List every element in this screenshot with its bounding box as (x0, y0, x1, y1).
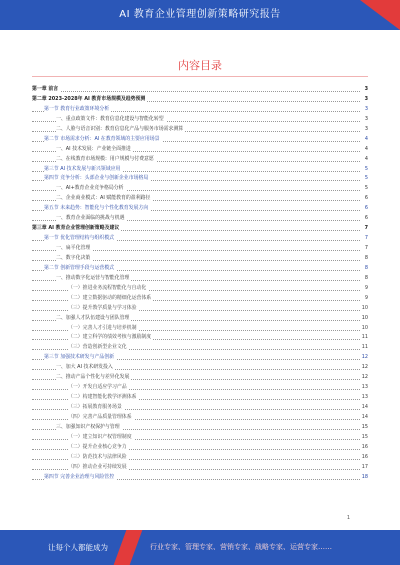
toc-entry-page: 14 (360, 413, 368, 423)
toc-entry-title: 一、推动数字化运营与智能化管理 (56, 274, 130, 281)
toc-entry-title: （三）防范技术与法律风险 (68, 453, 127, 460)
toc-entry-title: 一、加大 AI 技术研发投入 (56, 364, 113, 371)
toc-entry-page: 12 (360, 373, 368, 383)
toc-entry[interactable] (32, 85, 368, 95)
toc-entry-title: （二）提升企业核心竞争力 (68, 443, 127, 450)
toc-entry-page: 6 (363, 194, 368, 204)
toc-entry[interactable] (32, 294, 368, 304)
toc-entry[interactable] (32, 254, 368, 264)
toc-leader-dots (32, 91, 360, 92)
toc-entry-title: 二、数字化决策 (56, 254, 91, 261)
toc-entry-title: 三、加强知识产权保护与管理 (56, 423, 120, 430)
page-header (0, 0, 400, 30)
toc-entry-page: 13 (360, 393, 368, 403)
toc-entry-page: 8 (363, 274, 368, 284)
toc-entry[interactable] (32, 234, 368, 244)
toc-entry-page: 18 (360, 473, 368, 483)
toc-entry-page: 7 (363, 234, 368, 244)
toc-entry[interactable] (32, 174, 368, 184)
toc-entry-page: 16 (360, 443, 368, 453)
toc-heading: 内容目录 (178, 59, 222, 72)
toc-entry-title: 二、企业商业模式：AI 赋能教育的盈利路径 (56, 195, 151, 202)
toc-entry[interactable] (32, 155, 368, 165)
toc-entry-title: （三）提升教学质量与学习体验 (68, 304, 137, 311)
toc-entry-title: （三）拓展教育服务场景 (68, 404, 122, 410)
toc-entry[interactable] (32, 135, 368, 145)
toc-entry[interactable] (32, 145, 368, 155)
toc-entry[interactable] (32, 473, 368, 483)
toc-entry[interactable] (32, 403, 368, 413)
toc-entry-page: 3 (363, 125, 368, 135)
toc-entry-title: 一、教育企业面临的挑战与机遇 (56, 215, 125, 222)
toc-entry-title: （二）建立数据驱动的精细化运营体系 (68, 294, 152, 301)
corner-decoration (360, 0, 400, 30)
toc-entry[interactable] (32, 443, 368, 453)
report-title: AI 教育企业管理创新策略研究报告 (119, 9, 281, 20)
toc-entry-page: 4 (363, 135, 368, 145)
toc-entry[interactable] (32, 423, 368, 433)
toc-entry-page: 12 (360, 363, 368, 373)
page-footer (0, 530, 400, 565)
toc-entry-title: （二）构建智能化教学评测体系 (68, 394, 137, 401)
toc-entry-page: 3 (363, 105, 368, 115)
toc-entry-title: 第三章 AI 教育企业管理创新策略及建议 (32, 225, 120, 232)
toc-entry-page: 5 (363, 165, 368, 175)
toc-entry-page: 10 (360, 304, 368, 314)
toc-entry-page: 11 (360, 333, 368, 343)
toc-entry-page: 6 (363, 204, 368, 214)
toc-entry-page: 15 (360, 433, 368, 443)
toc-entry-page: 17 (360, 463, 368, 473)
toc-entry[interactable] (32, 463, 368, 473)
toc-entry[interactable] (32, 453, 368, 463)
toc-entry-title: 第二节 创新管理手段与运营模式 (44, 264, 115, 271)
toc-entry-page: 3 (363, 85, 368, 95)
toc-entry-page: 12 (360, 353, 368, 363)
toc-entry-page: 13 (360, 383, 368, 393)
toc-entry-page: 6 (363, 214, 368, 224)
toc-entry-page: 16 (360, 453, 368, 463)
toc-entry-title: （四）推动企业可持续发展 (68, 463, 127, 470)
toc-entry[interactable] (32, 413, 368, 423)
toc-entry-title: 一、重点政策文件：教育信息化建设与智能化转型 (56, 115, 164, 122)
toc-entry-page: 7 (363, 224, 368, 234)
toc-entry-title: 第四节 竞争分析：头部企业与创新企业市场格局 (44, 175, 149, 182)
toc-entry-title: （三）营造创新型企业文化 (68, 344, 127, 351)
toc-entry-title: 二、推动产品个性化与差异化发展 (56, 374, 130, 381)
toc-entry[interactable] (32, 284, 368, 294)
toc-entry-title: 第三节 加强技术研发与产品创新 (44, 354, 115, 361)
toc-entry[interactable] (32, 363, 368, 373)
toc-entry-title: 二、加强人才队伍建设与团队管理 (56, 314, 130, 321)
toc-entry-page: 7 (363, 244, 368, 254)
toc-entry-title: 第四节 完善企业治理与风险管控 (44, 473, 115, 480)
toc-entry-page: 3 (363, 95, 368, 105)
toc-entry[interactable] (32, 333, 368, 343)
toc-entry-page: 3 (363, 115, 368, 125)
toc-entry[interactable] (32, 353, 368, 363)
toc-entry[interactable] (32, 224, 368, 234)
toc-entry-page: 9 (363, 284, 368, 294)
toc-entry[interactable] (32, 264, 368, 274)
toc-entry-title: 二、人脸与语音识别：教育信息化产品与服务市场需求测算 (56, 125, 184, 132)
toc-entry-title: 第一章 前言 (32, 86, 59, 92)
toc-entry-page: 9 (363, 294, 368, 304)
toc-entry-page: 10 (360, 314, 368, 324)
toc-entry-title: （四）完善产品质量管理体系 (68, 413, 132, 420)
toc-entry-page: 14 (360, 403, 368, 413)
table-of-contents (32, 85, 368, 483)
toc-entry-page: 5 (363, 174, 368, 184)
toc-entry-title: （一）完善人才引进与培养机制 (68, 324, 137, 331)
toc-entry[interactable] (32, 314, 368, 324)
toc-entry-title: 第五节 未来趋势：智能化与个性化教育发展方向 (44, 205, 149, 212)
toc-entry-page: 15 (360, 423, 368, 433)
toc-entry-page: 8 (363, 254, 368, 264)
toc-entry[interactable] (32, 204, 368, 214)
heading-divider (32, 76, 368, 77)
toc-entry-title: 第二章 2023-2028年 AI 教育市场规模及趋势预测 (32, 95, 146, 102)
toc-entry-page: 4 (363, 145, 368, 155)
footer-accent-stripe (114, 530, 143, 565)
toc-entry-title: 第三节 AI 技术发展与新兴领域应用 (44, 165, 121, 172)
toc-entry-page: 8 (363, 264, 368, 274)
toc-entry-title: 第一节 优化管理结构与组织模式 (44, 235, 115, 242)
toc-entry[interactable] (32, 244, 368, 254)
toc-entry[interactable] (32, 115, 368, 125)
toc-entry[interactable] (32, 184, 368, 194)
toc-entry-title: （一）建立知识产权管理制度 (68, 433, 132, 440)
toc-entry-title: （一）推进业务流程智能化与自动化 (68, 284, 147, 291)
toc-entry-title: 第一节 教育行业政策环境分析 (44, 105, 110, 112)
footer-roles: 行业专家、管理专家、营销专家、战略专家、运营专家…… (150, 543, 332, 551)
toc-entry-title: 一、AI 技术发展：产业链全面推进 (56, 145, 131, 152)
toc-entry-page: 5 (363, 184, 368, 194)
toc-entry[interactable] (32, 373, 368, 383)
toc-entry[interactable] (32, 194, 368, 204)
page-number: 1 (346, 515, 350, 521)
toc-entry-page: 10 (360, 324, 368, 334)
toc-entry[interactable] (32, 343, 368, 353)
toc-entry-title: 二、在线教育市场规模：用户规模与付费意愿 (56, 155, 154, 162)
toc-entry[interactable] (32, 105, 368, 115)
toc-entry[interactable] (32, 304, 368, 314)
toc-entry[interactable] (32, 95, 368, 105)
toc-entry[interactable] (32, 383, 368, 393)
toc-entry[interactable] (32, 324, 368, 334)
footer-slogan: 让每个人都能成为 (48, 543, 108, 552)
toc-entry-page: 4 (363, 155, 368, 165)
toc-entry[interactable] (32, 433, 368, 443)
toc-entry-title: （二）建立科学的绩效考核与激励制度 (68, 334, 152, 341)
toc-entry-title: 一、AI+教育企业竞争格局分析 (56, 185, 124, 192)
toc-entry-title: 第二节 市场需求分析：AI 在教育领域的主要应用场景 (44, 135, 160, 142)
toc-entry[interactable] (32, 214, 368, 224)
toc-entry-title: 一、扁平化管理 (56, 245, 91, 251)
toc-entry[interactable] (32, 274, 368, 284)
toc-entry[interactable] (32, 165, 368, 175)
toc-entry[interactable] (32, 125, 368, 135)
toc-entry-title: （一）开发自适应学习产品 (68, 384, 127, 391)
toc-entry[interactable] (32, 393, 368, 403)
toc-entry-page: 11 (360, 343, 368, 353)
